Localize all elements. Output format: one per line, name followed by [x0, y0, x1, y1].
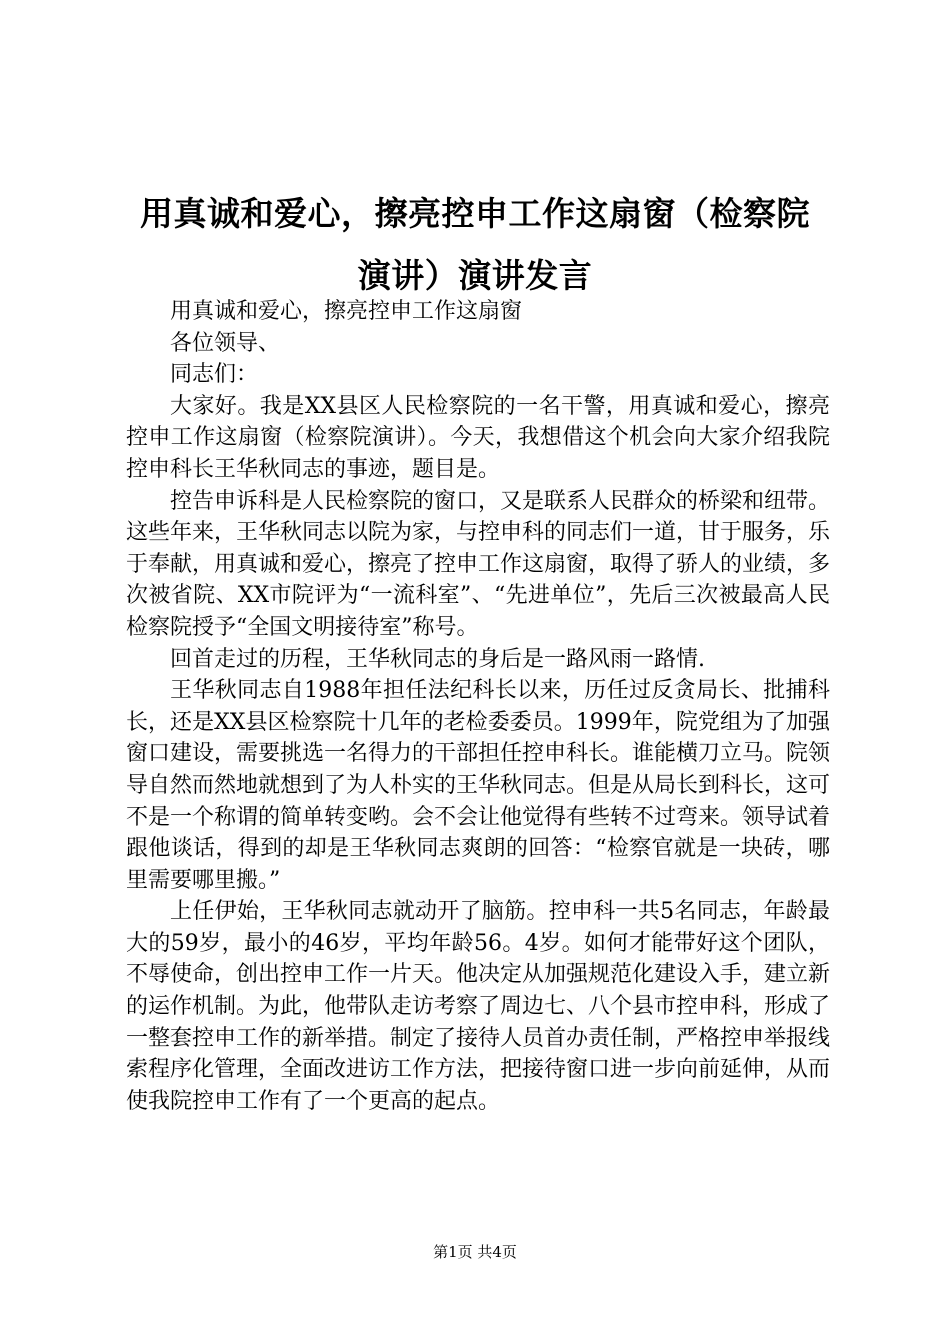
paragraph: 上任伊始，王华秋同志就动开了脑筋。控申科一共5名同志，年龄最大的59岁，最小的46岁，平均年龄56。4岁。如何才能带好这个团队，不辱使命，创出控申工作一片天。他决定从加强规范化建设入手，建立新的运作机制。为此，他带队走访考察了周边七、八个县市控申科，形成了一整套控申工作的新举措。制定了接待人员首办责任制，严格控申举报线索程序化管理，全面改进访工作方法，把接待窗口进一步向前延伸，从而使我院控申工作有了一个更高的起点。	[126, 899, 831, 1114]
page-number-footer: 第1页 共4页	[433, 1243, 517, 1261]
document-title	[110, 183, 840, 307]
paragraph-salutation-1: 各位领导、	[170, 330, 281, 356]
paragraph: 王华秋同志自1988年担任法纪科长以来，历任过反贪局长、批捕科长，还是XX县区检察院十几年的老检委委员。1999年，院党组为了加强窗口建设，需要挑选一名得力的干部担任控申科长。谁能横刀立马。院领导自然而然地就想到了为人朴实的王华秋同志。但是从局长到科长，这可不是一个称谓的简单转变哟。会不会让他觉得有些转不过弯来。领导试着跟他谈话，得到的却是王华秋同志爽朗的回答：“检察官就是一块砖，哪里需要哪里搬。”	[126, 678, 831, 893]
paragraph: 大家好。我是XX县区人民检察院的一名干警，用真诚和爱心，擦亮控申工作这扇窗（检察院演讲）。今天，我想借这个机会向大家介绍我院控申科长王华秋同志的事迹，题目是。	[126, 393, 830, 482]
document-body	[126, 296, 830, 1117]
title-line-1: 用真诚和爱心，擦亮控申工作这扇窗（检察院	[140, 194, 810, 233]
paragraph: 控告申诉科是人民检察院的窗口，又是联系人民群众的桥梁和纽带。这些年来，王华秋同志以院为家，与控申科的同志们一道，甘于服务，乐于奉献，用真诚和爱心，擦亮了控申工作这扇窗，取得了骄人的业绩，多次被省院、XX市院评为“一流科室”、“先进单位”，先后三次被最高人民检察院授予“全国文明接待室”称号。	[126, 488, 831, 640]
title-line-2: 演讲）演讲发言	[357, 256, 593, 295]
paragraph-salutation-2: 同志们：	[170, 362, 259, 388]
paragraph-subtitle: 用真诚和爱心，擦亮控申工作这扇窗	[170, 299, 523, 324]
paragraph: 回首走过的历程，王华秋同志的身后是一路风雨一路情.	[170, 646, 705, 672]
